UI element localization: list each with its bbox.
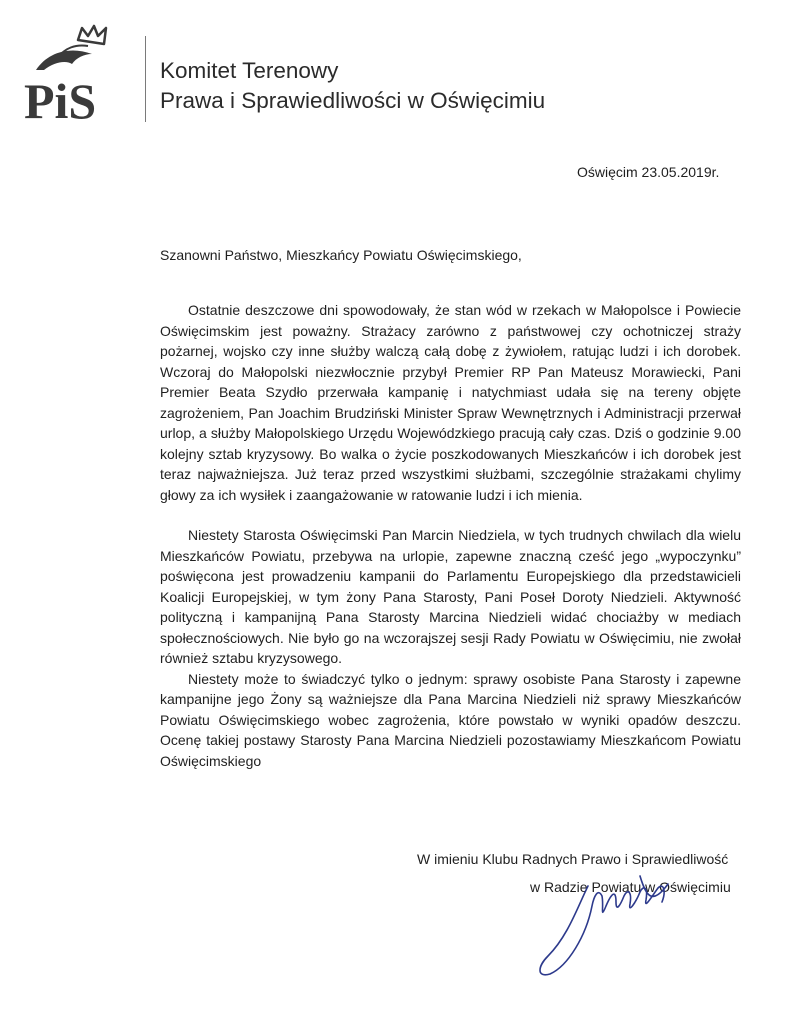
letter-body xyxy=(160,300,741,771)
closing-line-1: W imieniu Klubu Radnych Prawo i Sprawiedliwość xyxy=(417,851,729,867)
header-divider xyxy=(145,36,146,122)
organization-name xyxy=(160,56,545,116)
org-name-line-1: Komitet Terenowy xyxy=(160,58,339,83)
place-and-date: Oświęcim 23.05.2019r. xyxy=(577,164,720,180)
closing xyxy=(417,845,731,901)
salutation: Szanowni Państwo, Mieszkańcy Powiatu Oświęcimskiego, xyxy=(160,247,522,263)
paragraph: Ostatnie deszczowe dni spowodowały, że stan wód w rzekach w Małopolsce i Powiecie Oświęcimskim jest poważny. Strażacy zarówno z państwowej czy ochotniczej straży pożarnej, wojsko czy inne służby walczą całą dobę z żywiołem, ratując ludzi i ich dorobek. Wczoraj do Małopolski niezwłocznie przybył Premier RP Pan Mateusz Morawiecki, Pani Premier Beata Szydło przerwała kampanię i natychmiast udała się na tereny objęte zagrożeniem, Pan Joachim Brudziński Minister Spraw Wewnętrznych i Administracji przerwał urlop, a służby Małopolskiego Urzędu Wojewódzkiego pracują cały czas. Dziś o godzinie 9.00 kolejny sztab kryzysowy. Bo walka o życie poszkodowanych Mieszkańców i ich dorobek jest teraz najważniejsza. Już teraz przed wszystkimi służbami, szczególnie strażakami chylimy głowy za ich wysiłek i zaangażowanie w ratowanie ludzi i ich mienia. xyxy=(160,302,741,503)
closing-line-2: w Radzie Powiatu w Oświęcimiu xyxy=(530,879,731,895)
party-logo xyxy=(18,18,130,130)
svg-text:PiS: PiS xyxy=(24,73,97,129)
eagle-crown-logo-icon xyxy=(18,18,130,130)
paragraph: Niestety Starosta Oświęcimski Pan Marcin Niedziela, w tych trudnych chwilach dla wielu Mieszkańców Powiatu, przebywa na urlopie, zapewne znaczną cześć jego „wypoczynku” poświęcona jest prowadzeniu kampanii do Parlamentu Europejskiego dla przedstawicieli Koalicji Europejskiej, w tym żony Pana Starosty, Pani Poseł Doroty Niedzieli. Aktywność polityczną i kampanijną Pana Starosty Marcina Niedzieli widać chociażby w mediach społecznościowych. Nie było go na wczorajszej sesji Rady Powiatu w Oświęcimiu, nie zwołał również sztabu kryzysowego. xyxy=(160,527,741,666)
org-name-line-2: Prawa i Sprawiedliwości w Oświęcimiu xyxy=(160,88,546,113)
paragraph: Niestety może to świadczyć tylko o jednym: sprawy osobiste Pana Starosty i zapewne kampanijne jego Żony są ważniejsze dla Pana Marcina Niedzieli niż sprawy Mieszkańców Powiatu Oświęcimskiego wobec zagrożenia, które powstało w wyniki opadów deszczu. Ocenę takiej postawy Starosty Pana Marcina Niedzieli pozostawiamy Mieszkańcom Powiatu Oświęcimskiego xyxy=(160,670,741,769)
